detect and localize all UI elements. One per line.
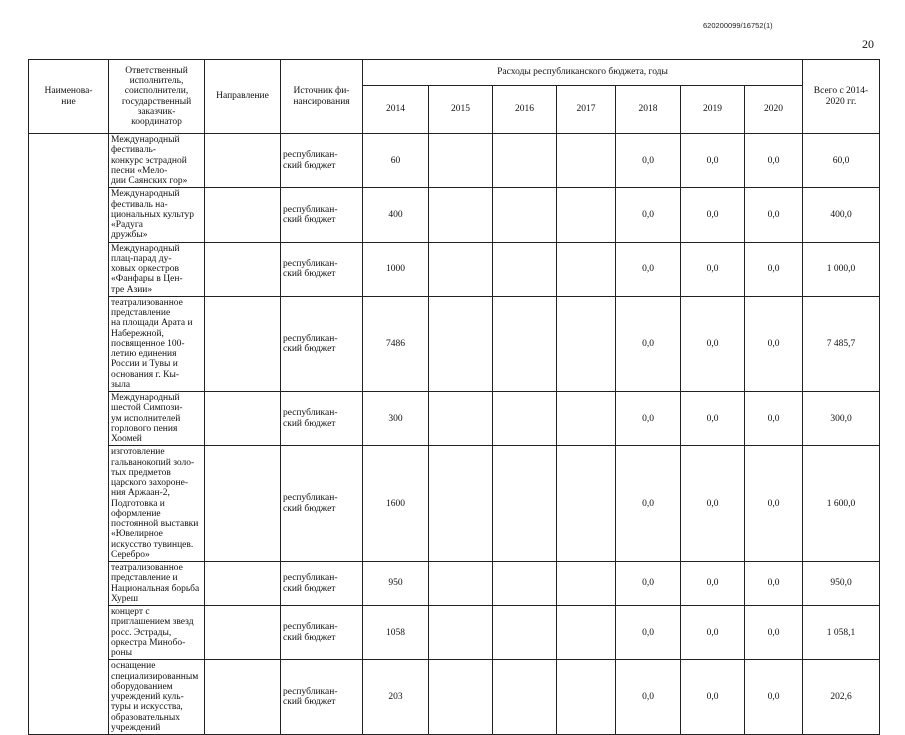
amount-cell-2016	[493, 296, 557, 391]
header-expenses: Расходы республиканского бюджета, годы	[363, 60, 803, 86]
amount-cell-2020: 0,0	[745, 188, 803, 242]
table-header	[29, 60, 880, 134]
header-year-2014: 2014	[363, 86, 429, 134]
header-direction: Направление	[205, 60, 281, 134]
amount-cell-2018: 0,0	[616, 134, 681, 188]
header-total: Всего с 2014- 2020 гг.	[803, 60, 880, 134]
amount-cell-2020: 0,0	[745, 606, 803, 660]
amount-cell-2019: 0,0	[681, 606, 745, 660]
amount-cell-2019: 0,0	[681, 446, 745, 562]
source-cell: республикан- ский бюджет	[281, 242, 363, 296]
direction-cell	[205, 562, 281, 606]
table-row	[29, 188, 880, 242]
amount-cell-2017	[557, 134, 616, 188]
page-number: 20	[862, 37, 874, 51]
amount-cell-2015	[429, 660, 493, 735]
event-cell: Международный шестой Симпози- ум исполнителей горлового пения Хоомей	[109, 392, 205, 446]
budget-table	[28, 59, 880, 735]
direction-cell	[205, 188, 281, 242]
amount-cell-2017	[557, 606, 616, 660]
amount-cell-2018: 0,0	[616, 392, 681, 446]
amount-cell-2019: 0,0	[681, 660, 745, 735]
event-cell: оснащение специализированным оборудованием учреждений куль- туры и искусства, образовательных учреждений	[109, 660, 205, 735]
amount-cell-2015	[429, 296, 493, 391]
table-body	[29, 134, 880, 735]
table-row	[29, 606, 880, 660]
amount-cell-2017	[557, 660, 616, 735]
amount-cell-2018: 0,0	[616, 188, 681, 242]
header-year-2017: 2017	[557, 86, 616, 134]
event-cell: Международный плац-парад ду- ховых оркестров «Фанфары в Цен- тре Азии»	[109, 242, 205, 296]
amount-cell-2018: 0,0	[616, 660, 681, 735]
amount-cell-2017	[557, 188, 616, 242]
amount-cell-2014: 300	[363, 392, 429, 446]
event-cell: Международный фестиваль на- циональных культур «Радуга дружбы»	[109, 188, 205, 242]
event-cell: концерт с приглашением звезд росс. Эстрады, оркестра Минобо- роны	[109, 606, 205, 660]
amount-cell-2018: 0,0	[616, 446, 681, 562]
amount-cell-2014: 400	[363, 188, 429, 242]
amount-cell-2017	[557, 446, 616, 562]
amount-cell-2015	[429, 392, 493, 446]
total-cell: 60,0	[803, 134, 880, 188]
direction-cell	[205, 134, 281, 188]
amount-cell-2020: 0,0	[745, 242, 803, 296]
header-year-2016: 2016	[493, 86, 557, 134]
amount-cell-2014: 203	[363, 660, 429, 735]
table-row	[29, 660, 880, 735]
amount-cell-2019: 0,0	[681, 188, 745, 242]
amount-cell-2019: 0,0	[681, 296, 745, 391]
direction-cell	[205, 296, 281, 391]
amount-cell-2015	[429, 562, 493, 606]
amount-cell-2015	[429, 242, 493, 296]
amount-cell-2019: 0,0	[681, 134, 745, 188]
document-code: 620200099/16752(1)	[703, 21, 773, 30]
amount-cell-2020: 0,0	[745, 392, 803, 446]
total-cell: 7 485,7	[803, 296, 880, 391]
amount-cell-2016	[493, 562, 557, 606]
amount-cell-2016	[493, 606, 557, 660]
amount-cell-2014: 1600	[363, 446, 429, 562]
source-cell: республикан- ский бюджет	[281, 606, 363, 660]
amount-cell-2020: 0,0	[745, 446, 803, 562]
amount-cell-2014: 1000	[363, 242, 429, 296]
amount-cell-2015	[429, 446, 493, 562]
table-row	[29, 296, 880, 391]
direction-cell	[205, 392, 281, 446]
amount-cell-2020: 0,0	[745, 562, 803, 606]
table-row	[29, 134, 880, 188]
source-cell: республикан- ский бюджет	[281, 134, 363, 188]
source-cell: республикан- ский бюджет	[281, 296, 363, 391]
header-name: Наименова- ние	[29, 60, 109, 134]
amount-cell-2015	[429, 188, 493, 242]
amount-cell-2015	[429, 134, 493, 188]
amount-cell-2017	[557, 392, 616, 446]
amount-cell-2016	[493, 188, 557, 242]
header-year-2018: 2018	[616, 86, 681, 134]
header-source: Источник фи- нансирования	[281, 60, 363, 134]
amount-cell-2018: 0,0	[616, 242, 681, 296]
total-cell: 1 000,0	[803, 242, 880, 296]
total-cell: 202,6	[803, 660, 880, 735]
amount-cell-2014: 950	[363, 562, 429, 606]
name-cell-empty	[29, 134, 109, 735]
header-executor: Ответственный исполнитель, соисполнители, государственный заказчик- координатор	[109, 60, 205, 134]
total-cell: 1 058,1	[803, 606, 880, 660]
total-cell: 400,0	[803, 188, 880, 242]
amount-cell-2020: 0,0	[745, 296, 803, 391]
amount-cell-2016	[493, 242, 557, 296]
source-cell: республикан- ский бюджет	[281, 660, 363, 735]
amount-cell-2014: 60	[363, 134, 429, 188]
direction-cell	[205, 606, 281, 660]
amount-cell-2017	[557, 562, 616, 606]
total-cell: 950,0	[803, 562, 880, 606]
amount-cell-2016	[493, 446, 557, 562]
total-cell: 300,0	[803, 392, 880, 446]
source-cell: республикан- ский бюджет	[281, 188, 363, 242]
direction-cell	[205, 242, 281, 296]
amount-cell-2018: 0,0	[616, 562, 681, 606]
event-cell: Международный фестиваль- конкурс эстрадной песни «Мело- дии Саянских гор»	[109, 134, 205, 188]
amount-cell-2014: 1058	[363, 606, 429, 660]
event-cell: театрализованное представление на площади Арата и Набережной, посвященное 100-летию единения России и Тувы и основания г. Кы- зыла	[109, 296, 205, 391]
source-cell: республикан- ский бюджет	[281, 562, 363, 606]
amount-cell-2019: 0,0	[681, 562, 745, 606]
table-row	[29, 446, 880, 562]
amount-cell-2014: 7486	[363, 296, 429, 391]
table-row	[29, 562, 880, 606]
amount-cell-2020: 0,0	[745, 660, 803, 735]
header-year-2015: 2015	[429, 86, 493, 134]
source-cell: республикан- ский бюджет	[281, 392, 363, 446]
amount-cell-2017	[557, 296, 616, 391]
amount-cell-2015	[429, 606, 493, 660]
amount-cell-2019: 0,0	[681, 392, 745, 446]
direction-cell	[205, 446, 281, 562]
table-row	[29, 242, 880, 296]
total-cell: 1 600,0	[803, 446, 880, 562]
direction-cell	[205, 660, 281, 735]
header-year-2020: 2020	[745, 86, 803, 134]
event-cell: изготовление гальванокопий золо- тых предметов царского захороне- ния Аржаан-2, Подготовка и оформление постоянной выставки «Ювелирное искусство тувинцев. Серебро»	[109, 446, 205, 562]
amount-cell-2018: 0,0	[616, 606, 681, 660]
amount-cell-2019: 0,0	[681, 242, 745, 296]
amount-cell-2016	[493, 660, 557, 735]
source-cell: республикан- ский бюджет	[281, 446, 363, 562]
header-year-2019: 2019	[681, 86, 745, 134]
amount-cell-2018: 0,0	[616, 296, 681, 391]
event-cell: театрализованное представление и Национальная борьба Хуреш	[109, 562, 205, 606]
amount-cell-2016	[493, 134, 557, 188]
table-row	[29, 392, 880, 446]
amount-cell-2016	[493, 392, 557, 446]
amount-cell-2020: 0,0	[745, 134, 803, 188]
amount-cell-2017	[557, 242, 616, 296]
